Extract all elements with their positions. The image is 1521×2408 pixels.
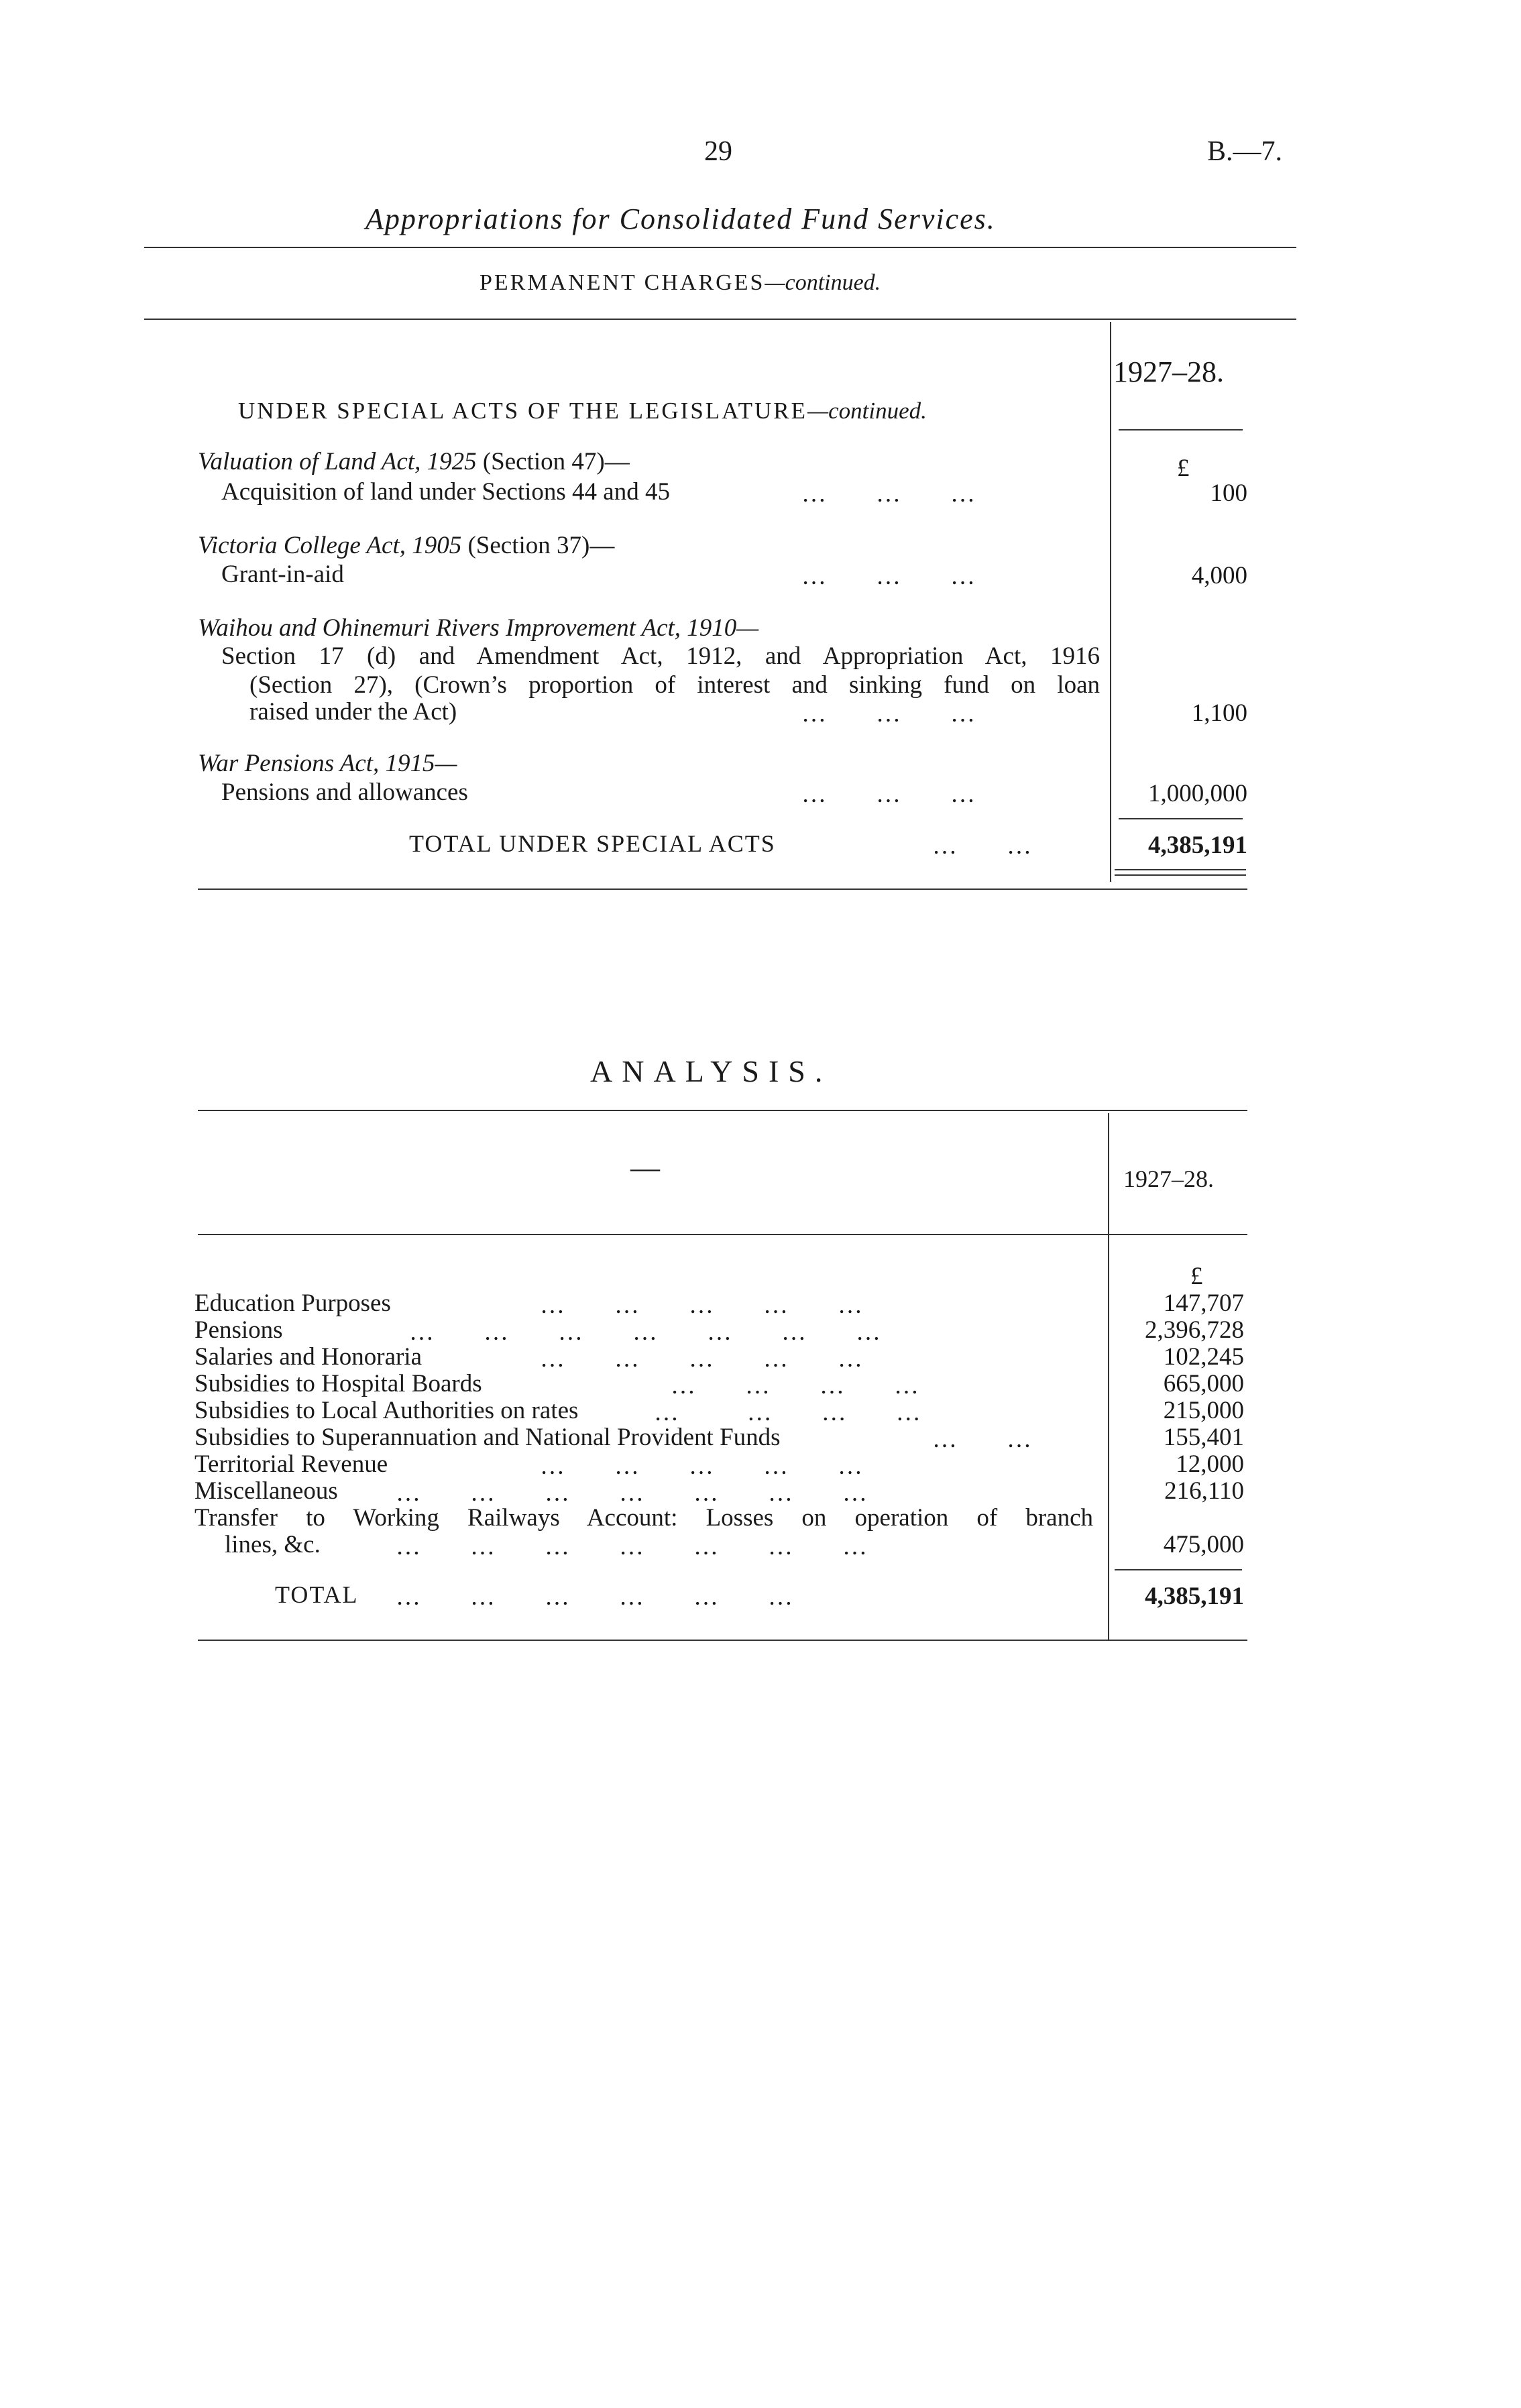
entry-line: raised under the Act): [249, 698, 457, 726]
analysis-row-label: Subsidies to Superannuation and National Provident Funds: [194, 1424, 781, 1451]
analysis-row-label: Territorial Revenue: [194, 1450, 388, 1478]
entry-line: Grant-in-aid: [221, 561, 344, 588]
page-title: Appropriations for Consolidated Fund Services.: [365, 203, 996, 235]
double-rule: [1115, 874, 1246, 876]
analysis-row-amount: 102,245: [1163, 1343, 1244, 1371]
amount-column-divider: [1110, 322, 1111, 882]
analysis-total-label: TOTAL: [275, 1581, 359, 1608]
analysis-row-label-cont: lines, &c.: [225, 1531, 321, 1558]
entry-line: Pensions and allowances: [221, 779, 468, 806]
act-title: Victoria College Act, 1905 (Section 37)—: [198, 532, 615, 559]
title-rule: [144, 247, 1296, 248]
act-title: Valuation of Land Act, 1925 (Section 47)—: [198, 448, 630, 475]
leader-dots: … … … …: [671, 1372, 919, 1399]
act-title: War Pensions Act, 1915—: [198, 750, 457, 777]
analysis-bottom-rule: [198, 1640, 1247, 1641]
analysis-row-amount: 155,401: [1163, 1424, 1244, 1451]
leader-dots: … … … … … … …: [396, 1533, 867, 1560]
leader-dots: … … … … … … …: [409, 1318, 881, 1346]
entry-line: (Section 27), (Crown’s proportion of interest and sinking fund on loan: [249, 671, 1100, 699]
leader-dots: … … … … …: [540, 1292, 862, 1319]
section-heading: UNDER SPECIAL ACTS OF THE LEGISLATURE—continued.: [238, 398, 927, 424]
leader-dots: … … …: [801, 563, 975, 590]
entry-amount: 100: [1210, 479, 1247, 507]
analysis-row-label: Miscellaneous: [194, 1477, 338, 1505]
entry-amount: 4,000: [1191, 562, 1247, 589]
analysis-row-amount: 12,000: [1176, 1450, 1244, 1478]
total-label: TOTAL UNDER SPECIAL ACTS: [409, 830, 776, 857]
table-bottom-rule: [198, 888, 1247, 890]
document-reference: B.—7.: [1207, 136, 1283, 167]
analysis-top-rule: [198, 1110, 1247, 1111]
year-column-header: 1927–28.: [1113, 355, 1224, 388]
leader-dots: … … …: [801, 781, 975, 808]
act-title: Waihou and Ohinemuri Rivers Improvement Act, 1910—: [198, 614, 759, 642]
analysis-row-amount: 216,110: [1164, 1477, 1244, 1505]
entry-amount: 1,000,000: [1148, 780, 1247, 807]
year-header-rule: [1119, 429, 1243, 431]
double-rule: [1115, 869, 1246, 870]
leader-dots: … … … … … …: [396, 1583, 793, 1611]
leader-dots: … … … … …: [540, 1452, 862, 1480]
entry-line: Section 17 (d) and Amendment Act, 1912, and Appropriation Act, 1916: [221, 642, 1100, 670]
analysis-heading: ANALYSIS.: [590, 1054, 832, 1088]
analysis-row-amount: 665,000: [1163, 1370, 1244, 1397]
leader-dots: … … … …: [654, 1399, 921, 1426]
page-number: 29: [704, 136, 732, 167]
analysis-row-amount: 2,396,728: [1145, 1316, 1244, 1344]
analysis-row-amount: 147,707: [1163, 1289, 1244, 1317]
subtitle-rule: [144, 319, 1296, 320]
description-column-header: —: [630, 1151, 660, 1184]
analysis-row-label: Education Purposes: [194, 1289, 391, 1317]
section-subtitle: PERMANENT CHARGES—continued.: [480, 270, 881, 295]
analysis-row-label: Transfer to Working Railways Account: Losses on operation of branch: [194, 1504, 1093, 1532]
analysis-row-amount: 475,000: [1163, 1531, 1244, 1558]
total-rule: [1115, 1569, 1242, 1570]
analysis-row-label: Pensions: [194, 1316, 283, 1344]
analysis-row-label: Subsidies to Hospital Boards: [194, 1370, 482, 1397]
leader-dots: … … … … … … …: [396, 1479, 867, 1507]
analysis-row-label: Salaries and Honoraria: [194, 1343, 422, 1371]
currency-symbol: £: [1177, 455, 1190, 482]
total-rule: [1119, 818, 1243, 819]
analysis-column-divider: [1108, 1113, 1109, 1640]
leader-dots: … … …: [801, 480, 975, 508]
analysis-row-amount: 215,000: [1163, 1397, 1244, 1424]
year-column-header: 1927–28.: [1123, 1165, 1214, 1192]
total-amount: 4,385,191: [1148, 832, 1247, 859]
analysis-total-amount: 4,385,191: [1145, 1583, 1244, 1610]
entry-line: Acquisition of land under Sections 44 and 45: [221, 478, 670, 506]
leader-dots: … …: [932, 1426, 1031, 1453]
entry-amount: 1,100: [1191, 699, 1247, 727]
leader-dots: … …: [932, 832, 1031, 860]
analysis-header-rule: [198, 1234, 1247, 1235]
leader-dots: … … …: [801, 700, 975, 728]
analysis-row-label: Subsidies to Local Authorities on rates: [194, 1397, 579, 1424]
currency-symbol: £: [1190, 1263, 1203, 1290]
leader-dots: … … … … …: [540, 1345, 862, 1373]
